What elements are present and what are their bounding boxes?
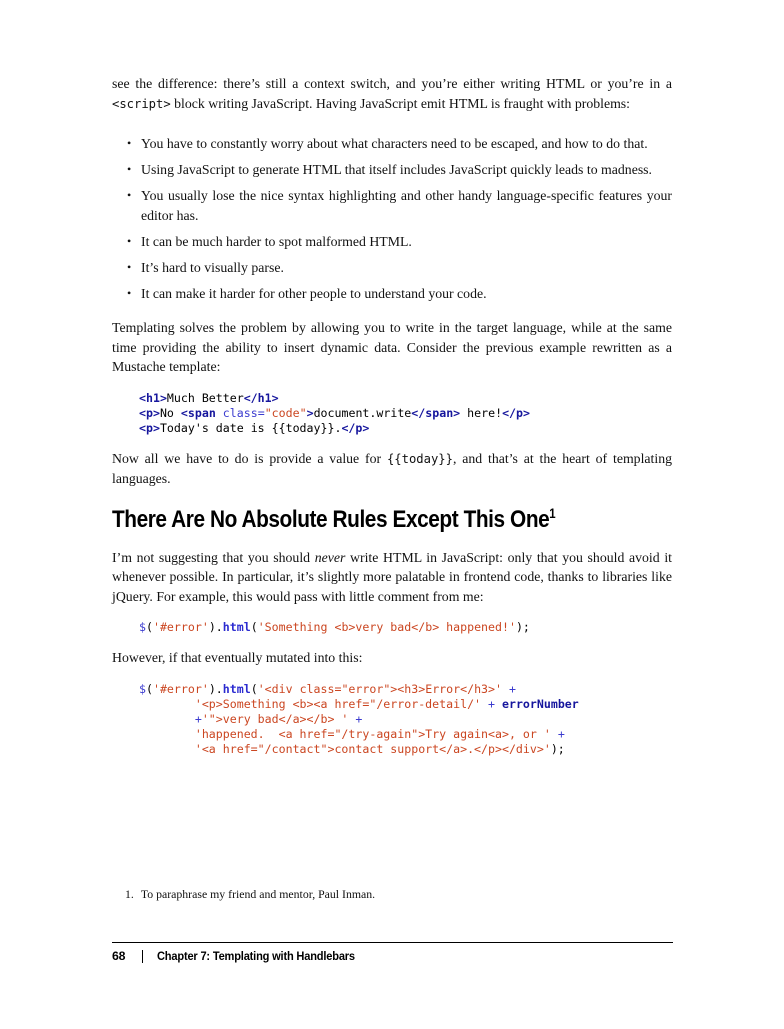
intro-text-lead: see the difference: there’s still a context switch, and you’re either writing HTML or you’re in a xyxy=(112,76,672,91)
bullet-item-malformed-html: • It can be much harder to spot malformed HTML. xyxy=(141,232,672,252)
page-footer xyxy=(112,949,673,963)
chapter-title: Chapter 7: Templating with Handlebars xyxy=(157,949,356,963)
inline-code-today-expression: {{today}} xyxy=(386,451,453,466)
bullet-list xyxy=(112,134,672,303)
value-text-tail: , and that’s at the heart of templating languages. xyxy=(112,450,672,486)
page-content xyxy=(112,74,672,770)
inline-code-script-tag: <script> xyxy=(112,96,171,111)
bullet-item-understand-code: • It can make it harder for other people to understand your code. xyxy=(141,284,672,304)
code-block-mustache-template: <h1>Much Better</h1> <p>No <span class="code">document.write</span> here!</p> <p>Today's date is {{today}}.</p> xyxy=(139,390,530,435)
intro-text-tail: block writing JavaScript. Having JavaScript emit HTML is fraught with problems: xyxy=(170,95,631,111)
rules-text-lead: I’m not suggesting that you should xyxy=(112,549,315,565)
footer-rule xyxy=(112,942,673,943)
bullet-item-visually-parse: • It’s hard to visually parse. xyxy=(141,258,672,278)
page-number: 68 xyxy=(112,949,126,963)
footnote-text: To paraphrase my friend and mentor, Paul Inman. xyxy=(140,887,376,901)
code-block-jquery-long: $('#error').html('<div class="error"><h3>Error</h3>' + '<p>Something <b><a href="/error-detail/' + errorNumber +'">very bad</a></b> ' + 'happened. <a href="/try-again">Try again<a>, or ' + '<a href="/contact">contact support</a>.</p></div>'); xyxy=(139,681,579,756)
paragraph-no-absolute-rules xyxy=(112,548,672,607)
bullet-item-syntax-highlighting: • You usually lose the nice syntax highlighting and other handy language-specific features your editor has. xyxy=(141,186,672,225)
paragraph-intro xyxy=(112,74,672,114)
value-text-lead: Now all we have to do is provide a value for xyxy=(112,450,387,466)
paragraph-templating: Templating solves the problem by allowing you to write in the target language, while at the same time providing the ability to insert dynamic data. Consider the previous example rewritten as a Mustache template: xyxy=(112,320,672,374)
footnote xyxy=(112,887,685,902)
bullet-item-escaping: • You have to constantly worry about what characters need to be escaped, and how to do that. xyxy=(141,134,672,154)
bullet-item-madness: • Using JavaScript to generate HTML that itself includes JavaScript quickly leads to madness. xyxy=(141,160,672,180)
section-heading-text: There Are No Absolute Rules Except This One xyxy=(112,505,550,533)
emphasized-never: never xyxy=(314,549,346,565)
footnote-reference: 1 xyxy=(549,505,556,521)
footnote-marker: 1. xyxy=(125,887,134,901)
paragraph-however: However, if that eventually mutated into this: xyxy=(112,650,363,665)
rules-text-tail: write HTML in JavaScript: only that you should avoid it whenever possible. In particular, it’s slightly more palatable in frontend code, thanks to libraries like jQuery. For example, this would pass with little comment from me: xyxy=(112,549,672,604)
code-block-jquery-short: $('#error').html('Something <b>very bad</b> happened!'); xyxy=(139,620,530,634)
paragraph-provide-value xyxy=(112,449,672,489)
footer-divider xyxy=(142,950,143,963)
section-heading xyxy=(112,506,672,534)
